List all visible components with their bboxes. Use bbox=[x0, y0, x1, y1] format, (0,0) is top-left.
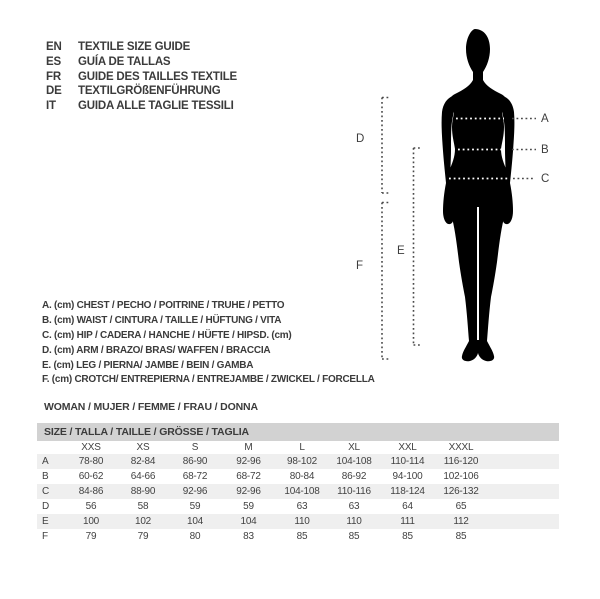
row-label: D bbox=[42, 501, 50, 512]
size-col-header: XXL bbox=[398, 442, 417, 453]
leg-line-e bbox=[414, 148, 421, 345]
size-value-cell: 60-62 bbox=[78, 471, 104, 482]
table-row-E bbox=[37, 514, 559, 529]
size-value-cell: 68-72 bbox=[182, 471, 208, 482]
label-d: D bbox=[356, 133, 365, 145]
size-col-header: XL bbox=[348, 442, 360, 453]
lang-title: TEXTILE SIZE GUIDE bbox=[78, 41, 191, 54]
lang-code: ES bbox=[46, 56, 61, 69]
row-label: A bbox=[42, 456, 49, 467]
size-value-cell: 65 bbox=[455, 501, 467, 512]
size-value-cell: 64 bbox=[402, 501, 413, 512]
size-value-cell: 59 bbox=[189, 501, 201, 512]
size-value-cell: 78-80 bbox=[78, 456, 104, 467]
size-value-cell: 104-108 bbox=[284, 486, 320, 497]
size-value-cell: 94-100 bbox=[392, 471, 423, 482]
size-col-header: XXS bbox=[81, 442, 101, 453]
legend-item-d: D. (cm) ARM / BRAZO/ BRAS/ WAFFEN / BRACCIA bbox=[42, 344, 271, 356]
table-row-C bbox=[37, 484, 559, 499]
size-value-cell: 92-96 bbox=[182, 486, 208, 497]
table-row-A bbox=[37, 454, 559, 469]
size-value-cell: 111 bbox=[400, 516, 415, 527]
lang-title: TEXTILGRÖßENFÜHRUNG bbox=[78, 85, 221, 98]
size-col-header: L bbox=[299, 442, 305, 453]
lang-title: GUIDA ALLE TAGLIE TESSILI bbox=[78, 100, 234, 113]
size-value-cell: 64-66 bbox=[130, 471, 156, 482]
size-col-header: XS bbox=[136, 442, 150, 453]
measurement-legend bbox=[42, 298, 375, 387]
table-row-F bbox=[37, 529, 559, 544]
size-value-cell: 79 bbox=[137, 531, 149, 542]
size-value-cell: 88-90 bbox=[130, 486, 156, 497]
arm-line-d bbox=[382, 98, 390, 194]
size-value-cell: 58 bbox=[137, 501, 149, 512]
size-value-cell: 86-92 bbox=[341, 471, 367, 482]
row-label: C bbox=[42, 486, 50, 497]
size-value-cell: 112 bbox=[453, 516, 469, 527]
label-e: E bbox=[397, 245, 405, 257]
size-value-cell: 82-84 bbox=[130, 456, 156, 467]
label-b: B bbox=[541, 144, 549, 156]
legend-item-c: C. (cm) HIP / CADERA / HANCHE / HÜFTE / HIPSD. (cm) bbox=[42, 329, 292, 341]
size-value-cell: 118-124 bbox=[390, 486, 425, 497]
size-value-cell: 110-116 bbox=[337, 486, 371, 497]
size-value-cell: 63 bbox=[296, 501, 308, 512]
size-value-cell: 116-120 bbox=[443, 456, 479, 467]
size-value-cell: 126-132 bbox=[443, 486, 479, 497]
legend-item-a: A. (cm) CHEST / PECHO / POITRINE / TRUHE / PETTO bbox=[42, 299, 285, 311]
size-value-cell: 84-86 bbox=[78, 486, 104, 497]
size-value-cell: 104 bbox=[186, 516, 204, 527]
size-table-rows bbox=[37, 454, 559, 544]
label-f: F bbox=[356, 260, 364, 272]
label-a: A bbox=[541, 113, 549, 125]
size-value-cell: 102-106 bbox=[443, 471, 479, 482]
lang-title: GUIDE DES TAILLES TEXTILE bbox=[78, 70, 237, 83]
row-label: B bbox=[42, 471, 49, 482]
legend-item-f: F. (cm) CROTCH/ ENTREPIERNA / ENTREJAMBE / ZWICKEL / FORCELLA bbox=[42, 374, 375, 386]
label-c: C bbox=[541, 173, 550, 185]
size-value-cell: 100 bbox=[82, 516, 100, 527]
row-label: F bbox=[42, 531, 48, 542]
size-table-header-row bbox=[37, 441, 559, 454]
lang-code: DE bbox=[46, 85, 62, 98]
table-row-B bbox=[37, 469, 559, 484]
size-value-cell: 110 bbox=[294, 516, 310, 527]
size-value-cell: 110 bbox=[346, 516, 362, 527]
size-value-cell: 56 bbox=[85, 501, 97, 512]
size-value-cell: 85 bbox=[402, 531, 413, 542]
crotch-line-f bbox=[382, 203, 390, 360]
row-label: E bbox=[42, 516, 49, 527]
size-value-cell: 63 bbox=[348, 501, 360, 512]
size-value-cell: 104 bbox=[240, 516, 257, 527]
category-line: WOMAN / MUJER / FEMME / FRAU / DONNA bbox=[44, 401, 258, 413]
size-table-title-bar bbox=[37, 423, 559, 441]
size-value-cell: 80-84 bbox=[289, 471, 315, 482]
size-table-title: SIZE / TALLA / TAILLE / GRÖSSE / TAGLIA bbox=[44, 426, 249, 438]
size-value-cell: 59 bbox=[243, 501, 254, 512]
size-value-cell: 92-96 bbox=[236, 456, 261, 467]
lang-code: FR bbox=[46, 70, 61, 83]
size-value-cell: 102 bbox=[134, 516, 152, 527]
size-value-cell: 83 bbox=[243, 531, 254, 542]
size-value-cell: 86-90 bbox=[182, 456, 208, 467]
size-value-cell: 92-96 bbox=[236, 486, 261, 497]
size-col-header: XXXL bbox=[448, 442, 474, 453]
size-value-cell: 68-72 bbox=[236, 471, 261, 482]
size-value-cell: 98-102 bbox=[287, 456, 317, 467]
size-value-cell: 85 bbox=[296, 531, 308, 542]
size-col-header: M bbox=[244, 442, 253, 453]
size-value-cell: 79 bbox=[85, 531, 97, 542]
size-col-header: S bbox=[191, 442, 199, 453]
lang-title: GUÍA DE TALLAS bbox=[78, 56, 171, 69]
size-value-cell: 110-114 bbox=[390, 456, 425, 467]
legend-item-e: E. (cm) LEG / PIERNA/ JAMBE / BEIN / GAMBA bbox=[42, 359, 254, 371]
size-value-cell: 85 bbox=[348, 531, 360, 542]
size-table bbox=[37, 423, 559, 544]
size-value-cell: 80 bbox=[189, 531, 201, 542]
legend-item-b: B. (cm) WAIST / CINTURA / TAILLE / HÜFTUNG / VITA bbox=[42, 314, 282, 326]
size-value-cell: 104-108 bbox=[336, 456, 372, 467]
size-value-cell: 85 bbox=[455, 531, 467, 542]
lang-code: EN bbox=[46, 41, 62, 54]
lang-code: IT bbox=[46, 100, 56, 113]
table-row-D bbox=[37, 499, 559, 514]
